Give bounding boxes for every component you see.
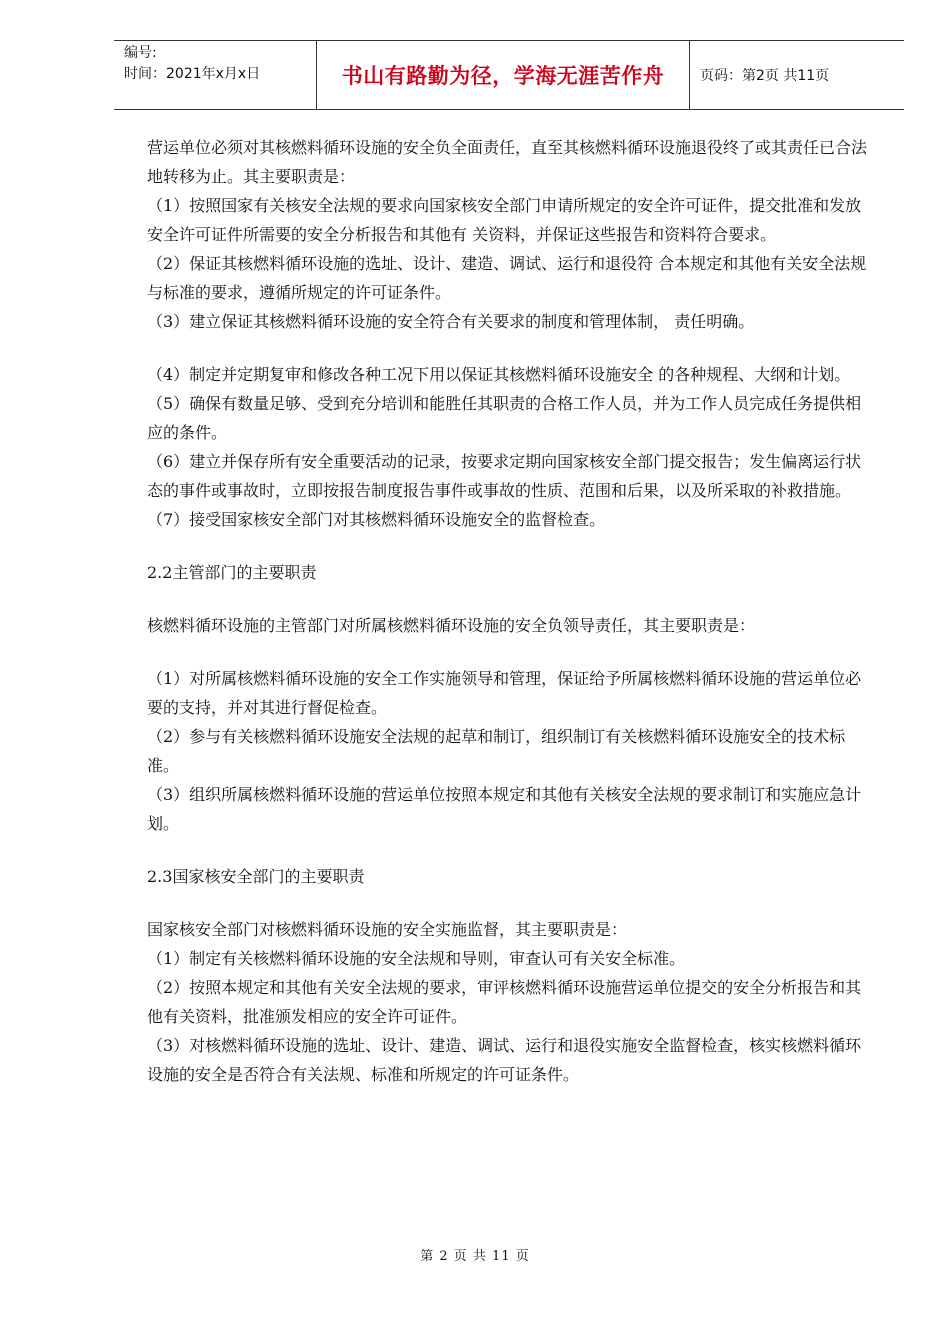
paragraph: （3）对核燃料循环设施的选址、设计、建造、调试、运行和退役实施安全监督检查，核实核燃料循环设施的安全是否符合有关法规、标准和所规定的许可证条件。 (147, 1036, 862, 1084)
page-header (114, 40, 904, 110)
paragraph-spacer (147, 534, 877, 558)
paragraph: 营运单位必须对其核燃料循环设施的安全负全面责任，直至其核燃料循环设施退役终了或其责任已合法地转移为止。其主要职责是： (147, 138, 868, 186)
document-body (147, 133, 877, 1089)
paragraph: （2）参与有关核燃料循环设施安全法规的起草和制订，组织制订有关核燃料循环设施安全的技术标准。 (147, 727, 846, 775)
document-number-label: 编号: (124, 45, 157, 61)
paragraph: （7）接受国家核安全部门对其核燃料循环设施安全的监督检查。 (147, 510, 606, 529)
paragraph-spacer (147, 891, 877, 915)
paragraph: （1）对所属核燃料循环设施的安全工作实施领导和管理，保证给予所属核燃料循环设施的营运单位必要的支持，并对其进行督促检查。 (147, 669, 862, 717)
paragraph: （2）按照本规定和其他有关安全法规的要求，审评核燃料循环设施营运单位提交的安全分析报告和其他有关资料，批准颁发相应的安全许可证件。 (147, 978, 862, 1026)
paragraph: 核燃料循环设施的主管部门对所属核燃料循环设施的安全负领导责任，其主要职责是： (147, 616, 756, 635)
header-motto: 书山有路勤为径，学海无涯苦作舟 (316, 41, 690, 109)
paragraph: （2）保证其核燃料循环设施的选址、设计、建造、调试、运行和退役符 合本规定和其他有关安全法规与标准的要求，遵循所规定的许可证条件。 (147, 254, 867, 302)
section-heading: 2.3国家核安全部门的主要职责 (147, 867, 365, 886)
paragraph: 国家核安全部门对核燃料循环设施的安全实施监督，其主要职责是： (147, 920, 628, 939)
document-time-label: 时间：2021年x月x日 (124, 66, 261, 82)
paragraph: （3）建立保证其核燃料循环设施的安全符合有关要求的制度和管理体制， 责任明确。 (147, 312, 755, 331)
paragraph: （6）建立并保存所有安全重要活动的记录，按要求定期向国家核安全部门提交报告；发生偏离运行状态的事件或事故时，立即按报告制度报告事件或事故的性质、范围和后果，以及所采取的补救措施。 (147, 452, 862, 500)
header-page-number: 页码：第2页 共11页 (700, 68, 830, 84)
paragraph: （1）制定有关核燃料循环设施的安全法规和导则，审查认可有关安全标准。 (147, 949, 686, 968)
paragraph: （3）组织所属核燃料循环设施的营运单位按照本规定和其他有关核安全法规的要求制订和实施应急计划。 (147, 785, 862, 833)
paragraph-spacer (147, 336, 877, 360)
paragraph-spacer (147, 838, 877, 862)
paragraph: （1）按照国家有关核安全法规的要求向国家核安全部门申请所规定的安全许可证件，提交批准和发放安全许可证件所需要的安全分析报告和其他有 关资料，并保证这些报告和资料符合要求。 (147, 196, 862, 244)
page-footer: 第 2 页 共 11 页 (420, 1249, 530, 1264)
paragraph: （5）确保有数量足够、受到充分培训和能胜任其职责的合格工作人员，并为工作人员完成任务提供相应的条件。 (147, 394, 862, 442)
paragraph-spacer (147, 640, 877, 664)
section-heading: 2.2主管部门的主要职责 (147, 563, 317, 582)
header-info-cell (114, 41, 316, 109)
paragraph-spacer (147, 587, 877, 611)
paragraph: （4）制定并定期复审和修改各种工况下用以保证其核燃料循环设施安全 的各种规程、大纲和计划。 (147, 365, 851, 384)
